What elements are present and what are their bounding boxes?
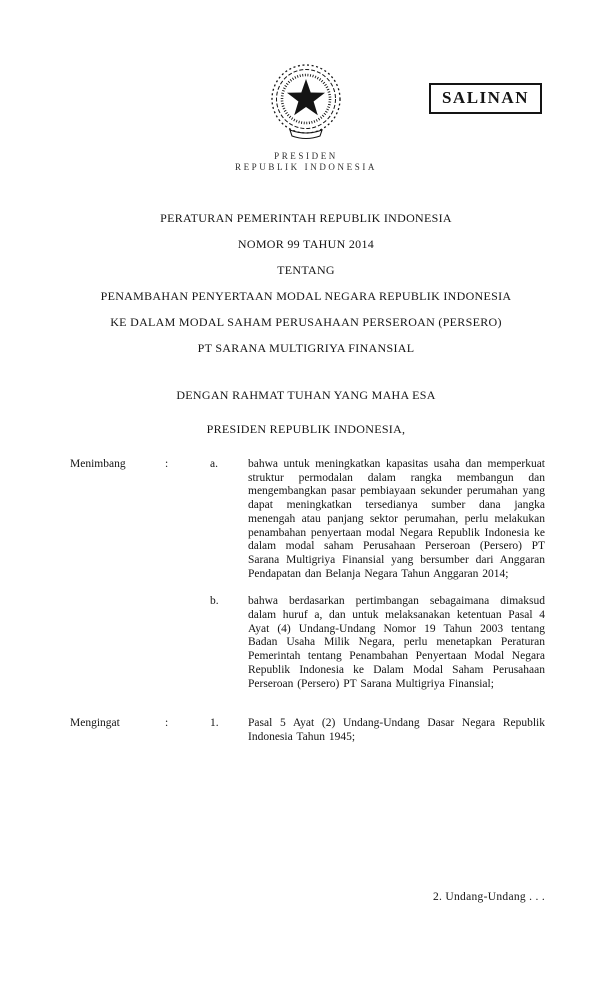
- state-seal-icon: [266, 62, 346, 144]
- letterhead-republik-indonesia: REPUBLIK INDONESIA: [234, 162, 378, 172]
- menimbang-item-b: [70, 595, 545, 691]
- catchword: 2. Undang-Undang . . .: [433, 891, 545, 903]
- tentang-label: TENTANG: [277, 263, 335, 277]
- authority-line: PRESIDEN REPUBLIK INDONESIA,: [206, 422, 406, 436]
- menimbang-separator: :: [165, 458, 169, 470]
- salinan-label: SALINAN: [441, 88, 529, 107]
- item-text-b: bahwa berdasarkan pertimbangan sebagaimana dimaksud dalam huruf a, dan untuk melaksanakan ketentuan Pasal 4 Ayat (4) Undang-Undang Nomor 19 Tahun 2003 tentang Badan Usaha Milik Negara, perlu menetapkan Peraturan Pemerintah tentang Penambahan Penyertaan Modal Negara Republik Indonesia ke Dalam Modal Saham Perusahaan Perseroan (Persero) PT Sarana Multigriya Finansial;: [248, 595, 545, 690]
- garuda-emblem-icon: [0, 62, 612, 144]
- menimbang-label: Menimbang: [70, 458, 126, 470]
- mengingat-item-1: [70, 717, 545, 744]
- mengingat-label: Mengingat: [70, 717, 120, 730]
- menimbang-item-a: [70, 458, 545, 581]
- item-marker-b: b.: [210, 595, 219, 608]
- letterhead-presiden: PRESIDEN: [274, 151, 338, 161]
- item-marker-a: a.: [210, 458, 218, 470]
- letterhead: [0, 151, 612, 173]
- invocation-line: DENGAN RAHMAT TUHAN YANG MAHA ESA: [176, 388, 436, 402]
- item-marker-1: 1.: [210, 717, 219, 730]
- item-text-a: bahwa untuk meningkatkan kapasitas usaha dan memperkuat struktur permodalan dalam rangka membangun dan mengembangkan pasar pembiayaan sekunder perumahan yang dapat meningkatkan tersedianya sumber dana jangka menengah atau panjang sektor perumahan, perlu melakukan penambahan penyertaan modal Negara Republik Indonesia ke dalam modal saham Perusahaan Perseroan (Persero) PT Sarana Multigriya Finansial yang bersumber dari Anggaran Pendapatan dan Belanja Negara Tahun Anggaran 2014;: [248, 458, 545, 580]
- item-text-1: Pasal 5 Ayat (2) Undang-Undang Dasar Negara Republik Indonesia Tahun 1945;: [248, 717, 545, 743]
- title-block: [0, 212, 612, 368]
- subject-line-1: PENAMBAHAN PENYERTAAN MODAL NEGARA REPUBLIK INDONESIA: [100, 289, 512, 303]
- regulation-title: PERATURAN PEMERINTAH REPUBLIK INDONESIA: [160, 211, 452, 225]
- mengingat-separator: :: [165, 717, 169, 730]
- regulation-number: NOMOR 99 TAHUN 2014: [237, 237, 375, 251]
- subject-line-2: KE DALAM MODAL SAHAM PERUSAHAAN PERSEROAN (PERSERO): [110, 315, 502, 329]
- subject-line-3: PT SARANA MULTIGRIYA FINANSIAL: [197, 341, 415, 355]
- document-body: [70, 458, 545, 745]
